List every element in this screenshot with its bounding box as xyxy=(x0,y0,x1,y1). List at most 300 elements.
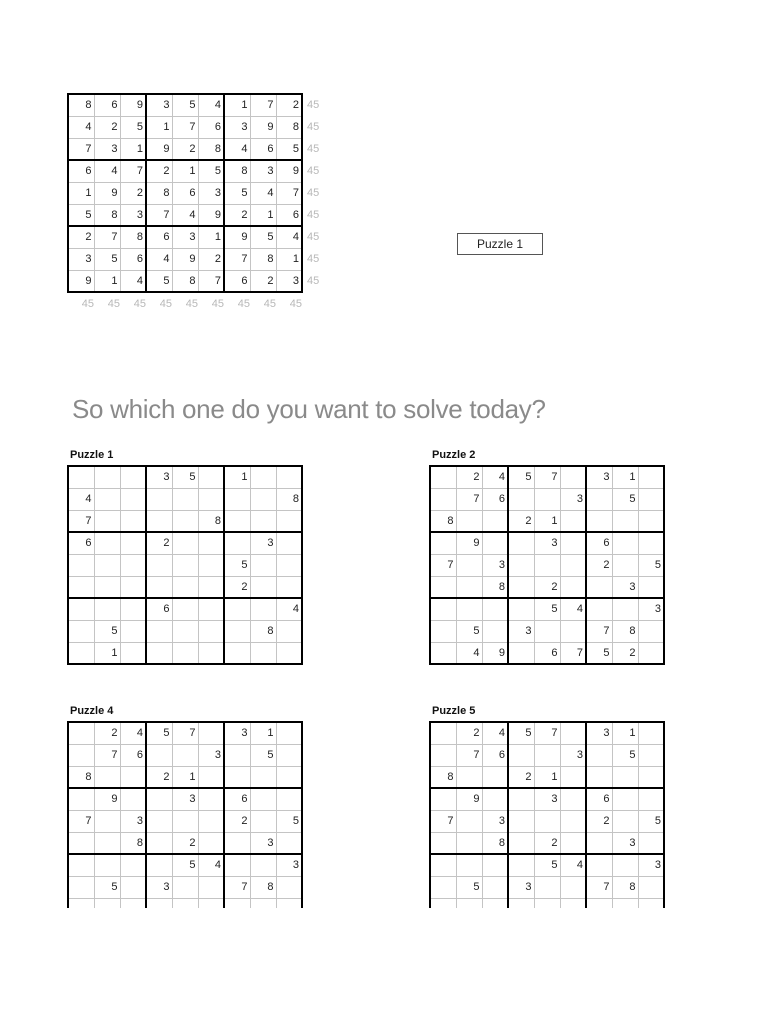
puzzle-cell-group-0-cell[interactable] xyxy=(94,510,120,532)
puzzle-cell-group-0-cell[interactable] xyxy=(120,598,146,620)
puzzle-cell-group-3-cell[interactable] xyxy=(430,722,456,744)
puzzle-cell-group-3-cell[interactable] xyxy=(430,832,456,854)
puzzle-cell-group-2-cell[interactable] xyxy=(172,876,198,898)
puzzle-cell-group-0-cell[interactable] xyxy=(120,510,146,532)
puzzle-cell-group-2-cell[interactable] xyxy=(198,898,224,908)
puzzle-cell-group-0-cell[interactable] xyxy=(276,620,302,642)
puzzle-cell-group-0-cell[interactable]: 3 xyxy=(146,466,172,488)
puzzle-cell-group-0-cell[interactable] xyxy=(172,620,198,642)
puzzle-cell-group-3-cell[interactable]: 7 xyxy=(456,744,482,766)
puzzle-cell-group-3-cell[interactable] xyxy=(430,898,456,908)
puzzle-cell-group-1-cell[interactable] xyxy=(638,642,664,664)
puzzle-cell-group-1-cell[interactable]: 5 xyxy=(612,488,638,510)
puzzle-cell-group-0-cell[interactable] xyxy=(198,576,224,598)
puzzle-cell-group-0-cell[interactable] xyxy=(120,642,146,664)
puzzle-cell-group-2-cell[interactable] xyxy=(68,876,94,898)
puzzle-cell-group-1-cell[interactable]: 5 xyxy=(638,554,664,576)
puzzle-cell-group-3-cell[interactable] xyxy=(638,898,664,908)
puzzle-cell-group-2-cell[interactable] xyxy=(224,832,250,854)
puzzle-cell-group-1-cell[interactable]: 3 xyxy=(586,466,612,488)
puzzle-cell-group-0-cell[interactable]: 4 xyxy=(68,488,94,510)
puzzle-cell-group-1-cell[interactable] xyxy=(456,510,482,532)
puzzle-cell-group-0-cell[interactable] xyxy=(68,598,94,620)
puzzle-cell-group-2-cell[interactable]: 5 xyxy=(250,744,276,766)
puzzle-cell-group-3-cell[interactable] xyxy=(638,766,664,788)
puzzle-cell-group-3-cell[interactable] xyxy=(586,766,612,788)
puzzle-cell-group-3-cell[interactable]: 2 xyxy=(534,832,560,854)
puzzle-cell-group-0-cell[interactable] xyxy=(198,642,224,664)
puzzle-cell-group-3-cell[interactable]: 1 xyxy=(534,766,560,788)
puzzle-cell-group-0-cell[interactable] xyxy=(172,510,198,532)
puzzle-cell-group-2-cell[interactable] xyxy=(94,854,120,876)
puzzle-cell-group-3-cell[interactable] xyxy=(508,898,534,908)
puzzle-cell-group-2-cell[interactable]: 3 xyxy=(172,788,198,810)
puzzle-cell-group-2-cell[interactable] xyxy=(250,766,276,788)
puzzle-cell-group-0-cell[interactable] xyxy=(276,554,302,576)
puzzle-cell-group-0-cell[interactable] xyxy=(250,466,276,488)
puzzle-cell-group-0-cell[interactable] xyxy=(146,510,172,532)
puzzle-cell-group-3-cell[interactable] xyxy=(560,876,586,898)
puzzle-cell-group-3-cell[interactable] xyxy=(482,876,508,898)
puzzle-2-grid[interactable] xyxy=(429,465,665,665)
puzzle-cell-group-0-cell[interactable] xyxy=(120,620,146,642)
puzzle-cell-group-3-cell[interactable] xyxy=(456,810,482,832)
puzzle-cell-group-1-cell[interactable] xyxy=(508,598,534,620)
puzzle-cell-group-3-cell[interactable] xyxy=(638,744,664,766)
puzzle-cell-group-0-cell[interactable] xyxy=(68,620,94,642)
puzzle-cell-group-0-cell[interactable] xyxy=(94,488,120,510)
puzzle-cell-group-3-cell[interactable]: 2 xyxy=(508,766,534,788)
puzzle-cell-group-0-cell[interactable] xyxy=(276,466,302,488)
puzzle-cell-group-1-cell[interactable]: 5 xyxy=(508,466,534,488)
puzzle-cell-group-1-cell[interactable] xyxy=(638,510,664,532)
puzzle-cell-group-1-cell[interactable]: 6 xyxy=(534,642,560,664)
puzzle-cell-group-1-cell[interactable] xyxy=(430,642,456,664)
puzzle-cell-group-2-cell[interactable]: 8 xyxy=(68,766,94,788)
puzzle-cell-group-1-cell[interactable]: 8 xyxy=(430,510,456,532)
puzzle-cell-group-1-cell[interactable] xyxy=(456,598,482,620)
puzzle-cell-group-3-cell[interactable] xyxy=(534,876,560,898)
puzzle-cell-group-1-cell[interactable] xyxy=(508,488,534,510)
puzzle-cell-group-1-cell[interactable]: 8 xyxy=(612,620,638,642)
puzzle-cell-group-2-cell[interactable] xyxy=(120,854,146,876)
puzzle-cell-group-2-cell[interactable] xyxy=(198,722,224,744)
puzzle-cell-group-0-cell[interactable]: 7 xyxy=(68,510,94,532)
puzzle-cell-group-3-cell[interactable] xyxy=(482,788,508,810)
puzzle-cell-group-1-cell[interactable] xyxy=(560,576,586,598)
puzzle-cell-group-0-cell[interactable]: 2 xyxy=(146,532,172,554)
puzzle-cell-group-2-cell[interactable] xyxy=(68,832,94,854)
puzzle-cell-group-3-cell[interactable] xyxy=(508,744,534,766)
puzzle-cell-group-0-cell[interactable] xyxy=(224,642,250,664)
puzzle-cell-group-3-cell[interactable] xyxy=(612,898,638,908)
puzzle-cell-group-0-cell[interactable] xyxy=(250,598,276,620)
puzzle-cell-group-3-cell[interactable] xyxy=(430,744,456,766)
puzzle-cell-group-3-cell[interactable] xyxy=(638,788,664,810)
puzzle-cell-group-2-cell[interactable]: 3 xyxy=(120,810,146,832)
puzzle-cell-group-2-cell[interactable] xyxy=(146,898,172,908)
puzzle-cell-group-0-cell[interactable]: 5 xyxy=(224,554,250,576)
puzzle-cell-group-2-cell[interactable] xyxy=(68,722,94,744)
puzzle-cell-group-1-cell[interactable] xyxy=(534,488,560,510)
puzzle-cell-group-2-cell[interactable]: 5 xyxy=(172,854,198,876)
puzzle-cell-group-2-cell[interactable] xyxy=(146,854,172,876)
puzzle-1-button[interactable]: Puzzle 1 xyxy=(457,233,543,255)
puzzle-cell-group-0-cell[interactable] xyxy=(94,532,120,554)
puzzle-cell-group-3-cell[interactable]: 3 xyxy=(612,832,638,854)
puzzle-cell-group-1-cell[interactable]: 9 xyxy=(456,532,482,554)
puzzle-cell-group-3-cell[interactable]: 5 xyxy=(456,876,482,898)
puzzle-cell-group-2-cell[interactable] xyxy=(94,766,120,788)
puzzle-cell-group-3-cell[interactable] xyxy=(586,854,612,876)
puzzle-cell-group-1-cell[interactable]: 7 xyxy=(430,554,456,576)
puzzle-cell-group-3-cell[interactable]: 3 xyxy=(638,854,664,876)
puzzle-cell-group-2-cell[interactable] xyxy=(120,766,146,788)
puzzle-cell-group-3-cell[interactable]: 8 xyxy=(482,832,508,854)
puzzle-cell-group-0-cell[interactable] xyxy=(120,466,146,488)
puzzle-cell-group-2-cell[interactable]: 6 xyxy=(224,788,250,810)
puzzle-cell-group-1-cell[interactable] xyxy=(508,642,534,664)
puzzle-cell-group-3-cell[interactable]: 4 xyxy=(482,722,508,744)
puzzle-cell-group-2-cell[interactable]: 2 xyxy=(94,722,120,744)
puzzle-cell-group-2-cell[interactable]: 7 xyxy=(94,744,120,766)
puzzle-cell-group-3-cell[interactable]: 2 xyxy=(456,722,482,744)
puzzle-cell-group-3-cell[interactable]: 3 xyxy=(586,722,612,744)
puzzle-5-grid[interactable] xyxy=(429,721,665,908)
puzzle-cell-group-0-cell[interactable]: 6 xyxy=(68,532,94,554)
puzzle-cell-group-1-cell[interactable] xyxy=(612,532,638,554)
puzzle-cell-group-0-cell[interactable] xyxy=(250,510,276,532)
puzzle-cell-group-1-cell[interactable] xyxy=(430,466,456,488)
puzzle-cell-group-2-cell[interactable] xyxy=(172,744,198,766)
puzzle-cell-group-0-cell[interactable] xyxy=(68,576,94,598)
puzzle-cell-group-3-cell[interactable] xyxy=(560,810,586,832)
puzzle-cell-group-1-cell[interactable] xyxy=(586,576,612,598)
puzzle-cell-group-2-cell[interactable] xyxy=(224,766,250,788)
puzzle-cell-group-2-cell[interactable]: 5 xyxy=(276,810,302,832)
puzzle-cell-group-1-cell[interactable] xyxy=(482,510,508,532)
puzzle-cell-group-3-cell[interactable] xyxy=(430,876,456,898)
puzzle-cell-group-3-cell[interactable] xyxy=(482,854,508,876)
puzzle-cell-group-3-cell[interactable] xyxy=(560,766,586,788)
puzzle-cell-group-3-cell[interactable] xyxy=(560,722,586,744)
puzzle-cell-group-0-cell[interactable]: 8 xyxy=(250,620,276,642)
puzzle-cell-group-2-cell[interactable] xyxy=(120,876,146,898)
puzzle-cell-group-3-cell[interactable]: 3 xyxy=(534,788,560,810)
puzzle-cell-group-1-cell[interactable] xyxy=(586,510,612,532)
puzzle-cell-group-1-cell[interactable]: 4 xyxy=(456,642,482,664)
puzzle-cell-group-0-cell[interactable] xyxy=(198,466,224,488)
puzzle-cell-group-3-cell[interactable]: 3 xyxy=(560,744,586,766)
puzzle-cell-group-0-cell[interactable] xyxy=(146,488,172,510)
puzzle-cell-group-0-cell[interactable] xyxy=(172,554,198,576)
puzzle-cell-group-2-cell[interactable] xyxy=(276,788,302,810)
puzzle-cell-group-2-cell[interactable]: 3 xyxy=(146,876,172,898)
puzzle-cell-group-3-cell[interactable] xyxy=(508,854,534,876)
puzzle-cell-group-3-cell[interactable] xyxy=(586,744,612,766)
puzzle-cell-group-0-cell[interactable] xyxy=(224,620,250,642)
puzzle-cell-group-0-cell[interactable]: 8 xyxy=(198,510,224,532)
puzzle-cell-group-2-cell[interactable] xyxy=(68,788,94,810)
puzzle-cell-group-1-cell[interactable]: 2 xyxy=(612,642,638,664)
puzzle-cell-group-1-cell[interactable] xyxy=(586,488,612,510)
puzzle-cell-group-3-cell[interactable] xyxy=(612,810,638,832)
puzzle-cell-group-2-cell[interactable]: 1 xyxy=(172,766,198,788)
puzzle-cell-group-1-cell[interactable] xyxy=(560,532,586,554)
puzzle-cell-group-3-cell[interactable] xyxy=(612,766,638,788)
puzzle-cell-group-3-cell[interactable] xyxy=(456,832,482,854)
puzzle-cell-group-2-cell[interactable] xyxy=(276,722,302,744)
puzzle-cell-group-1-cell[interactable] xyxy=(612,554,638,576)
puzzle-cell-group-2-cell[interactable] xyxy=(224,898,250,908)
puzzle-cell-group-1-cell[interactable]: 3 xyxy=(638,598,664,620)
puzzle-cell-group-3-cell[interactable] xyxy=(560,788,586,810)
puzzle-cell-group-1-cell[interactable] xyxy=(508,576,534,598)
puzzle-cell-group-2-cell[interactable] xyxy=(250,810,276,832)
puzzle-cell-group-0-cell[interactable]: 5 xyxy=(172,466,198,488)
puzzle-cell-group-0-cell[interactable]: 3 xyxy=(250,532,276,554)
puzzle-cell-group-3-cell[interactable] xyxy=(586,898,612,908)
puzzle-cell-group-1-cell[interactable] xyxy=(508,554,534,576)
puzzle-cell-group-1-cell[interactable]: 2 xyxy=(586,554,612,576)
puzzle-cell-group-1-cell[interactable]: 1 xyxy=(612,466,638,488)
puzzle-cell-group-1-cell[interactable]: 5 xyxy=(586,642,612,664)
puzzle-cell-group-2-cell[interactable] xyxy=(276,832,302,854)
puzzle-cell-group-2-cell[interactable]: 9 xyxy=(94,788,120,810)
puzzle-cell-group-3-cell[interactable]: 7 xyxy=(586,876,612,898)
puzzle-cell-group-2-cell[interactable]: 4 xyxy=(120,722,146,744)
puzzle-cell-group-2-cell[interactable]: 6 xyxy=(120,744,146,766)
puzzle-cell-group-1-cell[interactable]: 3 xyxy=(560,488,586,510)
puzzle-cell-group-2-cell[interactable] xyxy=(94,810,120,832)
puzzle-cell-group-3-cell[interactable]: 2 xyxy=(586,810,612,832)
puzzle-cell-group-2-cell[interactable]: 3 xyxy=(224,722,250,744)
puzzle-cell-group-1-cell[interactable] xyxy=(430,620,456,642)
puzzle-cell-group-0-cell[interactable] xyxy=(146,576,172,598)
puzzle-cell-group-0-cell[interactable] xyxy=(250,642,276,664)
puzzle-4-grid[interactable] xyxy=(67,721,303,908)
puzzle-cell-group-3-cell[interactable]: 8 xyxy=(430,766,456,788)
puzzle-cell-group-2-cell[interactable] xyxy=(198,832,224,854)
puzzle-cell-group-3-cell[interactable] xyxy=(456,898,482,908)
puzzle-cell-group-2-cell[interactable]: 3 xyxy=(250,832,276,854)
puzzle-cell-group-0-cell[interactable]: 6 xyxy=(146,598,172,620)
puzzle-cell-group-3-cell[interactable]: 5 xyxy=(534,854,560,876)
puzzle-cell-group-0-cell[interactable] xyxy=(198,554,224,576)
puzzle-cell-group-0-cell[interactable] xyxy=(120,532,146,554)
puzzle-cell-group-3-cell[interactable]: 7 xyxy=(430,810,456,832)
puzzle-cell-group-2-cell[interactable] xyxy=(198,788,224,810)
puzzle-cell-group-2-cell[interactable] xyxy=(94,898,120,908)
puzzle-cell-group-3-cell[interactable] xyxy=(638,832,664,854)
puzzle-cell-group-0-cell[interactable] xyxy=(94,576,120,598)
puzzle-cell-group-3-cell[interactable] xyxy=(482,898,508,908)
puzzle-cell-group-2-cell[interactable] xyxy=(198,876,224,898)
puzzle-cell-group-1-cell[interactable] xyxy=(560,466,586,488)
puzzle-cell-group-3-cell[interactable] xyxy=(638,876,664,898)
puzzle-cell-group-0-cell[interactable] xyxy=(94,466,120,488)
puzzle-cell-group-1-cell[interactable] xyxy=(430,532,456,554)
puzzle-cell-group-1-cell[interactable] xyxy=(456,576,482,598)
puzzle-cell-group-2-cell[interactable]: 2 xyxy=(224,810,250,832)
puzzle-cell-group-0-cell[interactable]: 1 xyxy=(224,466,250,488)
puzzle-cell-group-2-cell[interactable] xyxy=(224,854,250,876)
puzzle-cell-group-2-cell[interactable] xyxy=(68,898,94,908)
puzzle-cell-group-1-cell[interactable]: 3 xyxy=(612,576,638,598)
puzzle-cell-group-1-cell[interactable] xyxy=(560,554,586,576)
puzzle-cell-group-3-cell[interactable] xyxy=(456,854,482,876)
puzzle-cell-group-2-cell[interactable] xyxy=(198,766,224,788)
puzzle-cell-group-1-cell[interactable]: 7 xyxy=(586,620,612,642)
puzzle-cell-group-0-cell[interactable]: 4 xyxy=(276,598,302,620)
puzzle-cell-group-2-cell[interactable] xyxy=(94,832,120,854)
puzzle-cell-group-1-cell[interactable]: 8 xyxy=(482,576,508,598)
puzzle-cell-group-3-cell[interactable] xyxy=(638,722,664,744)
puzzle-cell-group-3-cell[interactable]: 6 xyxy=(482,744,508,766)
puzzle-cell-group-0-cell[interactable] xyxy=(120,576,146,598)
puzzle-cell-group-3-cell[interactable] xyxy=(430,788,456,810)
puzzle-cell-group-0-cell[interactable] xyxy=(276,642,302,664)
puzzle-cell-group-2-cell[interactable] xyxy=(224,744,250,766)
puzzle-cell-group-1-cell[interactable] xyxy=(612,510,638,532)
puzzle-cell-group-2-cell[interactable]: 2 xyxy=(146,766,172,788)
puzzle-1-grid[interactable] xyxy=(67,465,303,665)
puzzle-cell-group-2-cell[interactable] xyxy=(172,898,198,908)
puzzle-cell-group-0-cell[interactable] xyxy=(224,488,250,510)
puzzle-cell-group-0-cell[interactable] xyxy=(68,554,94,576)
puzzle-cell-group-2-cell[interactable] xyxy=(250,788,276,810)
puzzle-cell-group-1-cell[interactable] xyxy=(430,488,456,510)
puzzle-cell-group-0-cell[interactable] xyxy=(224,510,250,532)
puzzle-cell-group-1-cell[interactable]: 2 xyxy=(508,510,534,532)
puzzle-cell-group-2-cell[interactable]: 1 xyxy=(250,722,276,744)
puzzle-cell-group-3-cell[interactable] xyxy=(534,898,560,908)
puzzle-cell-group-3-cell[interactable]: 9 xyxy=(456,788,482,810)
puzzle-cell-group-1-cell[interactable]: 3 xyxy=(534,532,560,554)
puzzle-cell-group-3-cell[interactable]: 8 xyxy=(612,876,638,898)
puzzle-cell-group-1-cell[interactable] xyxy=(638,576,664,598)
puzzle-cell-group-0-cell[interactable] xyxy=(198,598,224,620)
puzzle-cell-group-0-cell[interactable]: 2 xyxy=(224,576,250,598)
puzzle-cell-group-0-cell[interactable] xyxy=(276,576,302,598)
puzzle-cell-group-1-cell[interactable]: 5 xyxy=(534,598,560,620)
puzzle-cell-group-3-cell[interactable]: 3 xyxy=(482,810,508,832)
puzzle-cell-group-1-cell[interactable] xyxy=(638,466,664,488)
puzzle-cell-group-1-cell[interactable]: 4 xyxy=(560,598,586,620)
puzzle-cell-group-0-cell[interactable] xyxy=(198,532,224,554)
puzzle-cell-group-3-cell[interactable]: 5 xyxy=(612,744,638,766)
puzzle-cell-group-3-cell[interactable]: 5 xyxy=(508,722,534,744)
puzzle-cell-group-1-cell[interactable]: 7 xyxy=(456,488,482,510)
puzzle-cell-group-1-cell[interactable]: 5 xyxy=(456,620,482,642)
puzzle-cell-group-0-cell[interactable]: 1 xyxy=(94,642,120,664)
puzzle-cell-group-1-cell[interactable] xyxy=(430,576,456,598)
puzzle-cell-group-2-cell[interactable] xyxy=(146,810,172,832)
puzzle-cell-group-0-cell[interactable] xyxy=(172,598,198,620)
puzzle-cell-group-3-cell[interactable]: 3 xyxy=(508,876,534,898)
puzzle-cell-group-2-cell[interactable] xyxy=(276,744,302,766)
puzzle-cell-group-1-cell[interactable] xyxy=(456,554,482,576)
puzzle-cell-group-2-cell[interactable] xyxy=(68,854,94,876)
puzzle-cell-group-1-cell[interactable] xyxy=(638,620,664,642)
puzzle-cell-group-0-cell[interactable] xyxy=(224,598,250,620)
puzzle-cell-group-2-cell[interactable] xyxy=(120,898,146,908)
puzzle-cell-group-0-cell[interactable] xyxy=(146,554,172,576)
puzzle-cell-group-3-cell[interactable]: 5 xyxy=(638,810,664,832)
puzzle-cell-group-2-cell[interactable]: 5 xyxy=(146,722,172,744)
puzzle-cell-group-2-cell[interactable] xyxy=(68,744,94,766)
puzzle-cell-group-0-cell[interactable] xyxy=(146,620,172,642)
puzzle-cell-group-2-cell[interactable]: 8 xyxy=(250,876,276,898)
puzzle-cell-group-3-cell[interactable] xyxy=(560,898,586,908)
puzzle-cell-group-2-cell[interactable] xyxy=(146,744,172,766)
puzzle-cell-group-3-cell[interactable] xyxy=(456,766,482,788)
puzzle-cell-group-3-cell[interactable] xyxy=(508,788,534,810)
puzzle-cell-group-0-cell[interactable] xyxy=(68,466,94,488)
puzzle-cell-group-0-cell[interactable]: 8 xyxy=(276,488,302,510)
puzzle-cell-group-2-cell[interactable] xyxy=(198,810,224,832)
puzzle-cell-group-1-cell[interactable] xyxy=(534,554,560,576)
puzzle-cell-group-3-cell[interactable] xyxy=(612,788,638,810)
puzzle-cell-group-2-cell[interactable]: 7 xyxy=(224,876,250,898)
puzzle-cell-group-2-cell[interactable] xyxy=(146,832,172,854)
puzzle-cell-group-1-cell[interactable] xyxy=(534,620,560,642)
puzzle-cell-group-1-cell[interactable] xyxy=(638,532,664,554)
puzzle-cell-group-2-cell[interactable]: 7 xyxy=(68,810,94,832)
puzzle-cell-group-3-cell[interactable]: 1 xyxy=(612,722,638,744)
puzzle-cell-group-1-cell[interactable] xyxy=(482,532,508,554)
puzzle-cell-group-1-cell[interactable]: 9 xyxy=(482,642,508,664)
puzzle-cell-group-3-cell[interactable] xyxy=(482,766,508,788)
puzzle-cell-group-0-cell[interactable] xyxy=(120,488,146,510)
puzzle-cell-group-0-cell[interactable] xyxy=(276,532,302,554)
puzzle-cell-group-3-cell[interactable] xyxy=(560,832,586,854)
puzzle-cell-group-1-cell[interactable]: 3 xyxy=(482,554,508,576)
puzzle-cell-group-0-cell[interactable] xyxy=(198,488,224,510)
puzzle-cell-group-2-cell[interactable] xyxy=(276,876,302,898)
puzzle-cell-group-3-cell[interactable] xyxy=(534,810,560,832)
puzzle-cell-group-2-cell[interactable] xyxy=(276,898,302,908)
puzzle-cell-group-0-cell[interactable] xyxy=(68,642,94,664)
puzzle-cell-group-0-cell[interactable] xyxy=(224,532,250,554)
puzzle-cell-group-2-cell[interactable] xyxy=(146,788,172,810)
puzzle-cell-group-1-cell[interactable]: 2 xyxy=(534,576,560,598)
puzzle-cell-group-1-cell[interactable]: 4 xyxy=(482,466,508,488)
puzzle-cell-group-2-cell[interactable]: 4 xyxy=(198,854,224,876)
puzzle-cell-group-1-cell[interactable]: 3 xyxy=(508,620,534,642)
puzzle-cell-group-1-cell[interactable] xyxy=(586,598,612,620)
puzzle-cell-group-1-cell[interactable]: 6 xyxy=(586,532,612,554)
puzzle-cell-group-1-cell[interactable] xyxy=(638,488,664,510)
puzzle-cell-group-0-cell[interactable] xyxy=(250,576,276,598)
puzzle-cell-group-0-cell[interactable] xyxy=(172,488,198,510)
puzzle-cell-group-1-cell[interactable]: 7 xyxy=(534,466,560,488)
puzzle-cell-group-2-cell[interactable] xyxy=(120,788,146,810)
puzzle-cell-group-2-cell[interactable] xyxy=(250,854,276,876)
puzzle-cell-group-1-cell[interactable] xyxy=(430,598,456,620)
puzzle-cell-group-1-cell[interactable] xyxy=(482,598,508,620)
puzzle-cell-group-2-cell[interactable]: 5 xyxy=(94,876,120,898)
puzzle-cell-group-1-cell[interactable] xyxy=(508,532,534,554)
puzzle-cell-group-1-cell[interactable]: 1 xyxy=(534,510,560,532)
puzzle-cell-group-3-cell[interactable] xyxy=(534,744,560,766)
puzzle-cell-group-3-cell[interactable] xyxy=(586,832,612,854)
puzzle-cell-group-0-cell[interactable] xyxy=(172,576,198,598)
puzzle-cell-group-2-cell[interactable] xyxy=(172,810,198,832)
puzzle-cell-group-3-cell[interactable] xyxy=(508,832,534,854)
puzzle-cell-group-1-cell[interactable]: 7 xyxy=(560,642,586,664)
puzzle-cell-group-3-cell[interactable] xyxy=(430,854,456,876)
